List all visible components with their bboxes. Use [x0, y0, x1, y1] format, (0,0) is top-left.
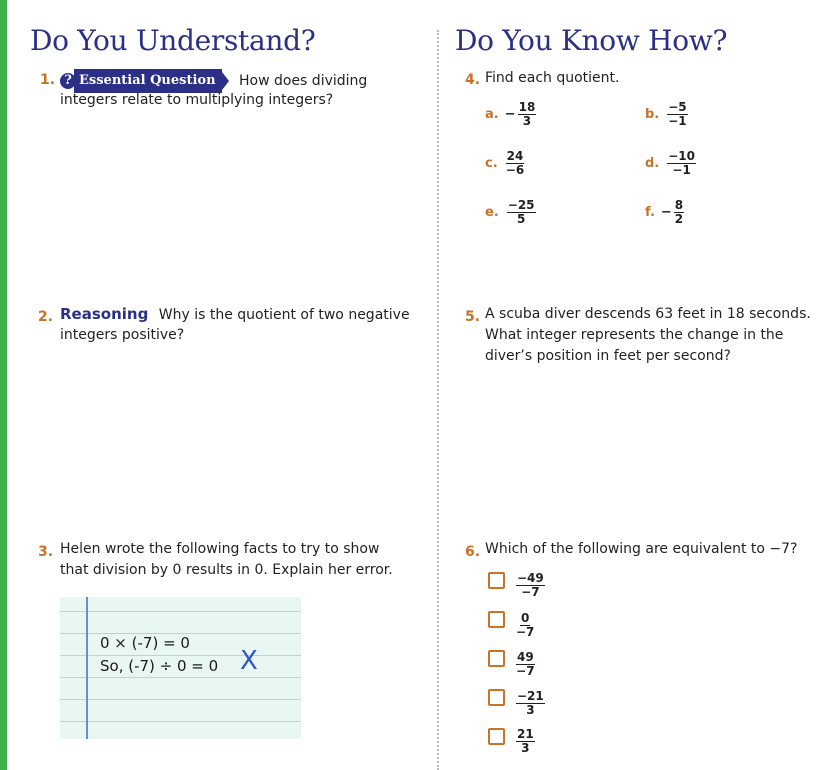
denominator: −1	[668, 114, 687, 128]
q2-number: 2.	[38, 309, 54, 325]
choice-checkbox[interactable]	[488, 650, 505, 667]
denominator: 3	[522, 114, 532, 128]
numerator: −25	[507, 198, 535, 212]
question-mark-icon: ?	[60, 73, 76, 89]
choice-fraction	[516, 567, 545, 599]
choice-checkbox[interactable]	[488, 572, 505, 589]
denominator: 3	[526, 703, 535, 717]
q5-number: 5.	[465, 309, 481, 325]
choice-checkbox[interactable]	[488, 611, 505, 628]
numerator: 49	[517, 650, 534, 664]
numerator: 24	[506, 149, 524, 163]
reasoning-label: Reasoning	[60, 305, 149, 323]
item-sign: −	[660, 205, 672, 220]
notebook-margin-line	[86, 597, 88, 739]
item-letter: c.	[485, 156, 498, 171]
column-divider	[437, 30, 439, 770]
q4-item-e	[485, 199, 536, 226]
q4-item-a	[485, 101, 536, 128]
q2-line1	[60, 304, 410, 326]
q4-item-b	[645, 101, 688, 128]
denominator: 5	[516, 212, 526, 226]
numerator: −10	[668, 149, 696, 163]
helen-work-line1: 0 × (-7) = 0	[100, 634, 190, 652]
q4-item-c	[485, 150, 524, 177]
item-sign: −	[504, 107, 516, 122]
error-x-mark: X	[240, 646, 258, 676]
q4-prompt: Find each quotient.	[485, 70, 620, 86]
q4-number: 4.	[465, 72, 481, 88]
fraction	[518, 101, 537, 128]
choice-fraction	[516, 607, 534, 639]
fraction	[507, 199, 536, 226]
numerator: −49	[517, 571, 544, 585]
notebook-paper	[60, 597, 301, 739]
item-letter: e.	[485, 205, 499, 220]
numerator: −21	[517, 689, 544, 703]
choice-checkbox[interactable]	[488, 728, 505, 745]
q3-text-line2: that division by 0 results in 0. Explain her error.	[60, 562, 393, 578]
helen-work-line2: So, (-7) ÷ 0 = 0	[100, 657, 219, 675]
left-heading: Do You Understand?	[30, 24, 316, 57]
denominator: −7	[516, 664, 535, 678]
numerator: 0	[521, 611, 530, 625]
numerator: −5	[668, 100, 687, 114]
q6-number: 6.	[465, 544, 481, 560]
choice-fraction	[516, 646, 535, 678]
item-letter: a.	[485, 107, 499, 122]
denominator: −6	[505, 163, 525, 177]
q5-text-line1: A scuba diver descends 63 feet in 18 seconds.	[485, 306, 811, 322]
q1-text-line1: How does dividing	[239, 73, 368, 89]
numerator: 8	[674, 198, 684, 212]
choice-checkbox[interactable]	[488, 689, 505, 706]
q1-text-line2: integers relate to multiplying integers?	[60, 92, 334, 108]
fraction	[674, 199, 684, 226]
q1-number: 1.	[40, 72, 56, 88]
denominator: 3	[521, 741, 530, 755]
q2-text-line1: Why is the quotient of two negative	[158, 307, 410, 323]
q3-text-line1: Helen wrote the following facts to try to show	[60, 541, 380, 557]
item-letter: f.	[645, 205, 655, 220]
right-heading: Do You Know How?	[455, 24, 728, 57]
fraction	[667, 150, 696, 177]
q3-number: 3.	[38, 544, 54, 560]
item-letter: b.	[645, 107, 660, 122]
denominator: −7	[521, 585, 540, 599]
fraction	[667, 101, 687, 128]
denominator: −1	[672, 163, 691, 177]
numerator: 18	[518, 100, 536, 114]
denominator: 2	[674, 212, 684, 226]
item-letter: d.	[645, 156, 660, 171]
essential-question-label: Essential Question	[74, 69, 222, 93]
q6-prompt: Which of the following are equivalent to −7?	[485, 541, 798, 557]
q5-text-line3: diver’s position in feet per second?	[485, 348, 731, 364]
denominator: −7	[516, 625, 535, 639]
fraction	[506, 150, 525, 177]
q4-item-d	[645, 150, 696, 177]
numerator: 21	[517, 727, 534, 741]
q5-text-line2: What integer represents the change in the	[485, 327, 784, 343]
choice-fraction	[516, 723, 535, 755]
q2-text-line2: integers positive?	[60, 327, 185, 343]
q4-item-f	[645, 199, 684, 226]
badge-arrow-icon	[222, 72, 229, 90]
choice-fraction	[516, 685, 545, 717]
green-edge-bar	[0, 0, 7, 770]
